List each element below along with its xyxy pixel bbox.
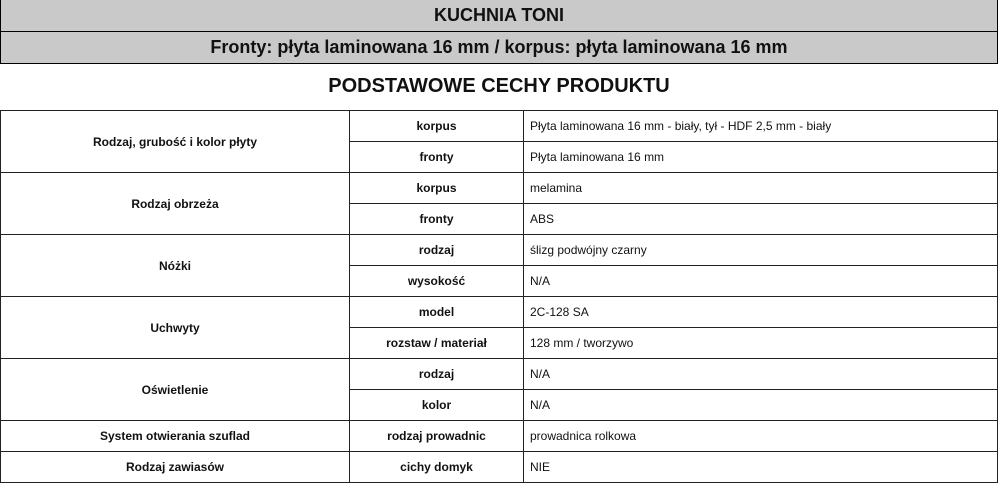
property-value: Płyta laminowana 16 mm	[524, 142, 998, 173]
spec-table	[0, 110, 998, 483]
section-heading: PODSTAWOWE CECHY PRODUKTU	[0, 64, 998, 110]
group-label: Rodzaj obrzeża	[1, 173, 350, 235]
table-row	[1, 359, 998, 390]
group-label: System otwierania szuflad	[1, 421, 350, 452]
property-value: Płyta laminowana 16 mm - biały, tył - HDF 2,5 mm - biały	[524, 111, 998, 142]
property-label: fronty	[350, 204, 524, 235]
property-label: rodzaj	[350, 235, 524, 266]
table-row	[1, 235, 998, 266]
property-value: N/A	[524, 359, 998, 390]
product-subtitle: Fronty: płyta laminowana 16 mm / korpus: płyta laminowana 16 mm	[0, 32, 998, 64]
table-row	[1, 297, 998, 328]
property-label: model	[350, 297, 524, 328]
property-value: ślizg podwójny czarny	[524, 235, 998, 266]
property-value: melamina	[524, 173, 998, 204]
property-label: korpus	[350, 173, 524, 204]
property-value: 2C-128 SA	[524, 297, 998, 328]
table-row	[1, 111, 998, 142]
property-value: N/A	[524, 266, 998, 297]
property-value: NIE	[524, 452, 998, 483]
property-label: rozstaw / materiał	[350, 328, 524, 359]
table-row	[1, 173, 998, 204]
table-row	[1, 421, 998, 452]
product-title: KUCHNIA TONI	[0, 0, 998, 32]
property-value: 128 mm / tworzywo	[524, 328, 998, 359]
property-label: rodzaj prowadnic	[350, 421, 524, 452]
property-label: kolor	[350, 390, 524, 421]
table-row	[1, 452, 998, 483]
property-label: rodzaj	[350, 359, 524, 390]
property-label: fronty	[350, 142, 524, 173]
property-label: wysokość	[350, 266, 524, 297]
property-value: ABS	[524, 204, 998, 235]
group-label: Rodzaj, grubość i kolor płyty	[1, 111, 350, 173]
property-label: cichy domyk	[350, 452, 524, 483]
group-label: Uchwyty	[1, 297, 350, 359]
property-value: prowadnica rolkowa	[524, 421, 998, 452]
group-label: Rodzaj zawiasów	[1, 452, 350, 483]
group-label: Oświetlenie	[1, 359, 350, 421]
group-label: Nóżki	[1, 235, 350, 297]
property-label: korpus	[350, 111, 524, 142]
property-value: N/A	[524, 390, 998, 421]
